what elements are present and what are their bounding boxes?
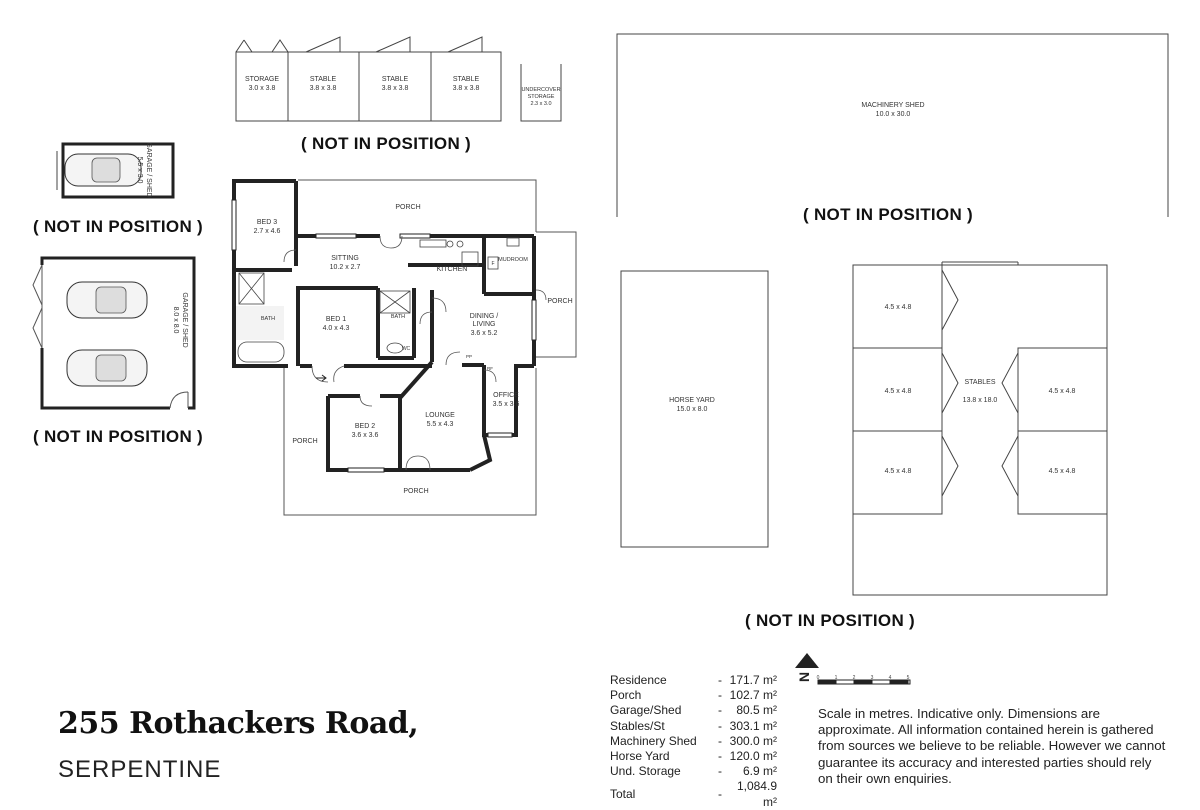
bed1-size: 4.0 x 4.3 bbox=[322, 325, 350, 332]
stable-1-label: STABLE bbox=[309, 76, 337, 83]
dining-label-1: DINING / bbox=[469, 313, 499, 320]
undercover-label-1: UNDERCOVER bbox=[521, 87, 561, 93]
stables-building bbox=[853, 262, 1107, 595]
ref-label: RF bbox=[487, 366, 493, 371]
bed2-label: BED 2 bbox=[354, 423, 376, 430]
not-in-position-label-5: ( NOT IN POSITION ) bbox=[744, 611, 916, 630]
stable-box-3-size: 4.5 x 4.8 bbox=[884, 468, 912, 475]
area-name: Residence bbox=[610, 673, 667, 687]
lounge-label: LOUNGE bbox=[425, 412, 455, 419]
porch-bottom-label: PORCH bbox=[403, 488, 429, 495]
area-name: Machinery Shed bbox=[610, 733, 697, 748]
bed3-label: BED 3 bbox=[256, 219, 278, 226]
property-suburb: SERPENTINE bbox=[58, 756, 222, 783]
stable-box-5-size: 4.5 x 4.8 bbox=[1048, 468, 1076, 475]
area-name: Garage/Shed bbox=[610, 703, 682, 718]
lounge-size: 5.5 x 4.3 bbox=[426, 421, 454, 428]
stable-1-size: 3.8 x 3.8 bbox=[309, 85, 337, 92]
scale-tick-1: 1 bbox=[834, 675, 838, 681]
stable-box-2-size: 4.5 x 4.8 bbox=[884, 388, 912, 395]
car-icon bbox=[67, 350, 147, 386]
area-value: 120.0 m² bbox=[729, 749, 777, 764]
mudroom-label: MUDROOM bbox=[498, 257, 528, 263]
area-dash: - bbox=[718, 764, 722, 779]
not-in-position-label-3: ( NOT IN POSITION ) bbox=[32, 427, 204, 446]
table-row bbox=[610, 719, 777, 734]
horse-yard-label: HORSE YARD bbox=[669, 397, 715, 404]
garage-large bbox=[33, 258, 194, 408]
area-name: Horse Yard bbox=[610, 749, 670, 764]
table-row bbox=[610, 764, 777, 779]
bath1-label: BATH bbox=[260, 316, 276, 322]
north-arrow-icon bbox=[795, 653, 819, 682]
area-dash: - bbox=[718, 733, 722, 748]
table-row bbox=[610, 703, 777, 718]
storage-size: 3.0 x 3.8 bbox=[248, 85, 276, 92]
area-value: 80.5 m² bbox=[736, 703, 777, 718]
fridge-label: F bbox=[491, 261, 495, 267]
stable-3-label: STABLE bbox=[452, 76, 480, 83]
disclaimer-text: Scale in metres. Indicative only. Dimensions are approximate. All information contained herein is gathered from sources we believe to be reliable. However we cannot guarantee its accuracy and interested parties should rely on their own enquiries. bbox=[818, 706, 1166, 786]
scale-tick-0: 0 bbox=[816, 675, 820, 681]
area-schedule-table bbox=[610, 673, 777, 810]
not-in-position-label-2: ( NOT IN POSITION ) bbox=[32, 217, 204, 236]
undercover-size: 2.3 x 3.0 bbox=[530, 101, 552, 107]
dining-label-2: LIVING bbox=[472, 321, 496, 328]
machinery-shed-label: MACHINERY SHED bbox=[861, 102, 925, 109]
dining-size: 3.6 x 5.2 bbox=[470, 330, 498, 337]
pantry-label: PP bbox=[465, 354, 473, 359]
bed1-label: BED 1 bbox=[325, 316, 347, 323]
area-dash: - bbox=[718, 787, 722, 802]
office-label: OFFICE bbox=[493, 392, 519, 399]
area-value: 6.9 m² bbox=[742, 764, 777, 779]
garage-small-size: 5.5 x 3.0 bbox=[136, 156, 143, 184]
machinery-shed-size: 10.0 x 30.0 bbox=[875, 111, 911, 118]
horse-yard-size: 15.0 x 8.0 bbox=[676, 406, 708, 413]
scale-bar bbox=[818, 680, 910, 684]
stables-label: STABLES bbox=[964, 379, 996, 386]
table-row bbox=[610, 779, 777, 809]
bed3-size: 2.7 x 4.6 bbox=[253, 228, 281, 235]
area-dash: - bbox=[718, 718, 722, 733]
north-label: N bbox=[796, 671, 812, 682]
bed2-size: 3.6 x 3.6 bbox=[351, 432, 379, 439]
scale-tick-2: 2 bbox=[852, 675, 856, 681]
area-name: Stables/St bbox=[610, 718, 665, 733]
stable-2-label: STABLE bbox=[381, 76, 409, 83]
garage-large-size: 8.0 x 8.0 bbox=[172, 306, 179, 334]
undercover-label-2: STORAGE bbox=[527, 94, 555, 100]
scale-tick-4: 4 bbox=[888, 675, 892, 681]
garage-small bbox=[57, 144, 173, 197]
storage-label: STORAGE bbox=[244, 76, 280, 83]
area-value: 102.7 m² bbox=[729, 688, 777, 703]
garage-small-label: GARAGE / SHED bbox=[145, 142, 152, 198]
office-size: 3.5 x 3.6 bbox=[492, 401, 520, 408]
entry-arrow-icon bbox=[316, 375, 326, 381]
stable-3-size: 3.8 x 3.8 bbox=[452, 85, 480, 92]
area-name: Porch bbox=[610, 688, 642, 703]
machinery-shed bbox=[617, 34, 1168, 217]
area-name: Und. Storage bbox=[610, 764, 681, 779]
area-value: 303.1 m² bbox=[729, 718, 777, 733]
not-in-position-label-4: ( NOT IN POSITION ) bbox=[802, 205, 974, 224]
stable-box-4-size: 4.5 x 4.8 bbox=[1048, 388, 1076, 395]
bath2-label: BATH bbox=[390, 314, 406, 320]
porch-top-label: PORCH bbox=[395, 204, 421, 211]
table-row bbox=[610, 734, 777, 749]
area-value: 1,084.9 m² bbox=[736, 779, 777, 809]
scale-tick-3: 3 bbox=[870, 675, 874, 681]
wc-label: WC bbox=[401, 346, 411, 352]
car-icon bbox=[65, 154, 141, 186]
area-dash: - bbox=[718, 673, 722, 687]
area-dash: - bbox=[718, 703, 722, 718]
area-value: 300.0 m² bbox=[729, 733, 777, 748]
stable-box-1-size: 4.5 x 4.8 bbox=[884, 304, 912, 311]
stables-size: 13.8 x 18.0 bbox=[962, 397, 998, 404]
sitting-size: 10.2 x 2.7 bbox=[329, 264, 361, 271]
sitting-label: SITTING bbox=[331, 255, 359, 262]
property-address-title: 255 Rothackers Road, bbox=[58, 706, 419, 741]
not-in-position-label-1: ( NOT IN POSITION ) bbox=[300, 134, 472, 153]
area-value: 171.7 m² bbox=[729, 673, 777, 687]
porch-left-label: PORCH bbox=[292, 438, 318, 445]
table-row bbox=[610, 749, 777, 764]
area-dash: - bbox=[718, 749, 722, 764]
garage-large-label: GARAGE / SHED bbox=[181, 292, 188, 348]
porch-right-label: PORCH bbox=[547, 298, 573, 305]
kitchen-label: KITCHEN bbox=[436, 266, 468, 273]
area-name: Total bbox=[610, 787, 636, 802]
table-row bbox=[610, 673, 777, 688]
area-dash: - bbox=[718, 688, 722, 703]
table-row bbox=[610, 688, 777, 703]
stable-2-size: 3.8 x 3.8 bbox=[381, 85, 409, 92]
car-icon bbox=[67, 282, 147, 318]
scale-tick-5: 5 bbox=[906, 675, 910, 681]
